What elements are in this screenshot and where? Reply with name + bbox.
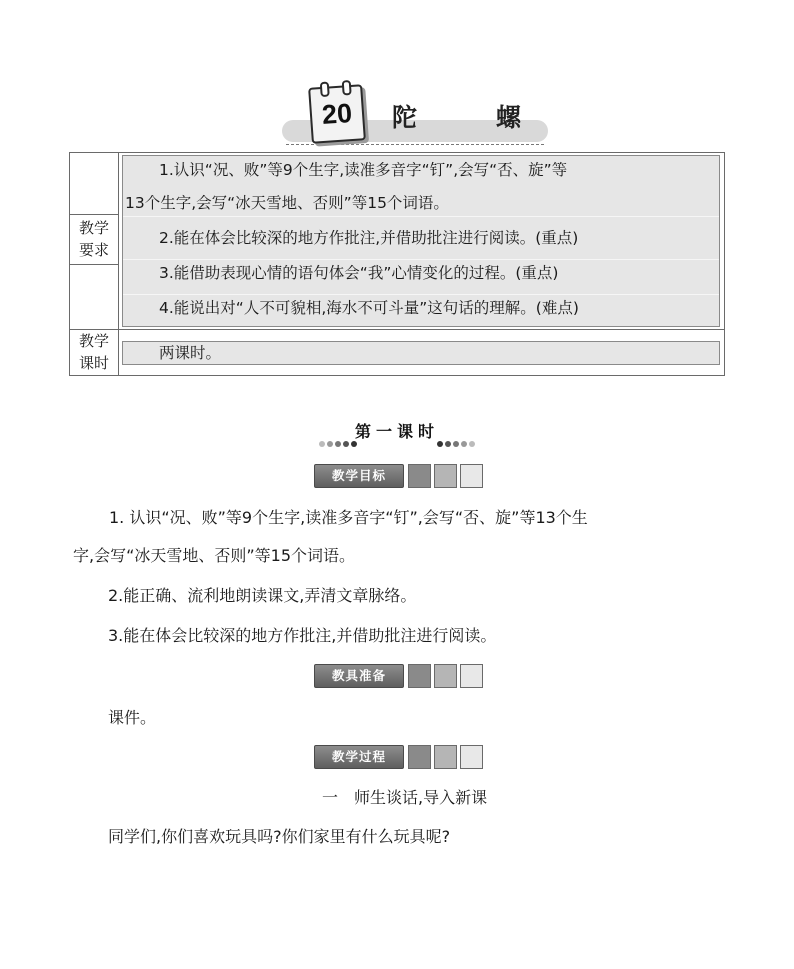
lesson-title-char: 螺 [496, 103, 522, 132]
lesson-header [282, 80, 550, 146]
preparation-label: 教具准备 [314, 664, 404, 688]
hours-label [70, 330, 118, 374]
process-label-bar [314, 745, 482, 769]
preparation-text: 课件。 [108, 708, 157, 727]
calendar-ring-icon [320, 81, 330, 97]
table-divider [118, 153, 119, 375]
row-separator [123, 294, 719, 295]
decor-square [460, 464, 483, 488]
hours-box [122, 341, 720, 365]
requirements-box [122, 155, 720, 327]
section-title: 第一课时 [354, 422, 439, 441]
requirements-label [70, 217, 118, 261]
objective-line: 字,会写“冰天雪地、否则”等15个词语。 [73, 546, 356, 565]
objective-line: 2.能正确、流利地朗读课文,弄清文章脉络。 [108, 586, 417, 605]
lesson-number: 20 [320, 97, 353, 130]
lesson-number-badge [308, 84, 366, 144]
objectives-label-bar [314, 464, 482, 488]
label-line: 要求 [78, 241, 109, 259]
objective-line: 3.能在体会比较深的地方作批注,并借助批注进行阅读。 [108, 626, 497, 645]
step-heading: 一 师生谈话,导入新课 [322, 788, 488, 807]
requirement-item: 4.能说出对“人不可貌相,海水不可斗量”这句话的理解。(难点) [159, 299, 579, 317]
decor-square [460, 745, 483, 769]
decor-square [434, 464, 457, 488]
decor-square [434, 664, 457, 688]
label-line: 教学 [78, 219, 109, 237]
preparation-label-bar [314, 664, 482, 688]
requirements-table [69, 152, 725, 376]
table-divider [70, 214, 118, 215]
decor-square [460, 664, 483, 688]
header-dashed-rule [286, 144, 544, 145]
hours-value: 两课时。 [159, 344, 222, 362]
objective-line: 1. 认识“况、败”等9个生字,读准多音字“钉”,会写“否、旋”等13个生 [109, 508, 588, 527]
decor-square [408, 464, 431, 488]
decor-square [434, 745, 457, 769]
label-line: 课时 [78, 354, 109, 372]
row-separator [123, 259, 719, 260]
requirement-item: 3.能借助表现心情的语句体会“我”心情变化的过程。(重点) [159, 264, 559, 282]
label-line: 教学 [78, 332, 109, 350]
row-separator [123, 216, 719, 217]
requirement-item: 1.认识“况、败”等9个生字,读准多音字“钉”,会写“否、旋”等 [159, 161, 568, 179]
section-heading [318, 413, 476, 453]
lesson-title-char: 陀 [392, 103, 418, 132]
table-divider [70, 329, 724, 330]
process-text: 同学们,你们喜欢玩具吗?你们家里有什么玩具呢? [108, 827, 451, 846]
process-label: 教学过程 [314, 745, 404, 769]
decor-square [408, 745, 431, 769]
table-divider [70, 264, 118, 265]
requirement-item: 13个生字,会写“冰天雪地、否则”等15个词语。 [125, 194, 449, 212]
requirement-item: 2.能在体会比较深的地方作批注,并借助批注进行阅读。(重点) [159, 229, 579, 247]
calendar-ring-icon [342, 80, 352, 96]
decor-square [408, 664, 431, 688]
objectives-label: 教学目标 [314, 464, 404, 488]
